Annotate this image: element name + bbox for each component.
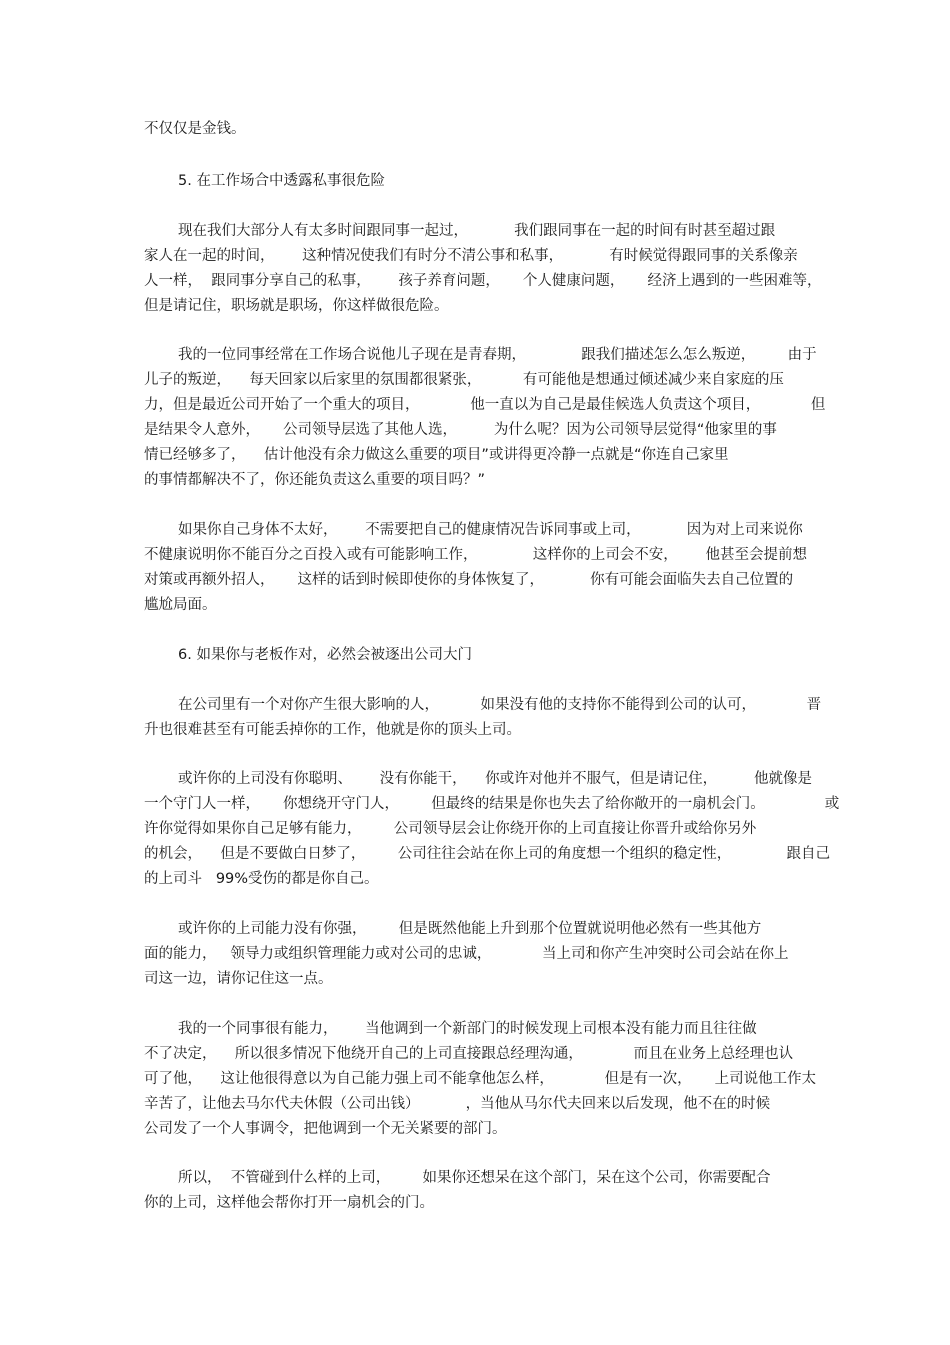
text-line: 的机会， 但是不要做白日梦了， 公司往往会站在你上司的角度想一个组织的稳定性， 跟自己 <box>144 846 831 862</box>
text-line: 升也很难甚至有可能丢掉你的工作，他就是你的顶头上司。 <box>144 722 521 738</box>
text-line: 人一样， 跟同事分享自己的私事， 孩子养育问题， 个人健康问题， 经济上遇到的一些困难等， <box>144 273 822 289</box>
text-line: 现在我们大部分人有太多时间跟同事一起过， 我们跟同事在一起的时间有时甚至超过跟 <box>178 223 776 239</box>
text-line: 但是请记住，职场就是职场，你这样做很危险。 <box>144 298 449 314</box>
text-line: 尴尬局面。 <box>144 597 217 613</box>
text-line: 不了决定， 所以很多情况下他绕开自己的上司直接跟总经理沟通， 而且在业务上总经理也认 <box>144 1046 794 1062</box>
text-line: 司这一边，请你记住这一点。 <box>144 971 333 987</box>
text-line: 的上司斗 99%受伤的都是你自己。 <box>144 871 379 887</box>
text-line: 一个守门人一样， 你想绕开守门人， 但最终的结果是你也失去了给你敞开的一扇机会门。 或 <box>144 796 840 812</box>
text-line: 我的一位同事经常在工作场合说他儿子现在是青春期， 跟我们描述怎么怎么叛逆， 由于 <box>178 347 817 363</box>
text-line: 在公司里有一个对你产生很大影响的人， 如果没有他的支持你不能得到公司的认可， 晋 <box>178 697 822 713</box>
text-line: 家人在一起的时间， 这种情况使我们有时分不清公事和私事， 有时候觉得跟同事的关系像亲 <box>144 248 798 264</box>
text-line: 的事情都解决不了，你还能负责这么重要的项目吗？” <box>144 472 486 488</box>
text-line: 力，但是最近公司开始了一个重大的项目， 他一直以为自己是最佳候选人负责这个项目， 但 <box>144 397 826 413</box>
text-line: 或许你的上司没有你聪明、 没有你能干， 你或许对他并不服气，但是请记住， 他就像是 <box>178 771 812 787</box>
text-line: 辛苦了，让他去马尔代夫休假（公司出钱） ，当他从马尔代夫回来以后发现，他不在的时候 <box>144 1096 771 1112</box>
section-heading: 6. 如果你与老板作对，必然会被逐出公司大门 <box>178 647 472 663</box>
text-line: 不健康说明你不能百分之百投入或有可能影响工作， 这样你的上司会不安， 他甚至会提前想 <box>144 547 807 563</box>
section-heading: 5. 在工作场合中透露私事很危险 <box>178 173 385 189</box>
text-line: 或许你的上司能力没有你强， 但是既然他能上升到那个位置就说明他必然有一些其他方 <box>178 921 762 937</box>
text-line: 面的能力， 领导力或组织管理能力或对公司的忠诚， 当上司和你产生冲突时公司会站在你上 <box>144 946 789 962</box>
text-line: 你的上司，这样他会帮你打开一扇机会的门。 <box>144 1195 434 1211</box>
text-line: 是结果令人意外， 公司领导层选了其他人选， 为什么呢？因为公司领导层觉得“他家里的事 <box>144 422 777 438</box>
text-line: 许你觉得如果你自己足够有能力， 公司领导层会让你绕开你的上司直接让你晋升或给你另外 <box>144 821 757 837</box>
text-line: 对策或再额外招人， 这样的话到时候即使你的身体恢复了， 你有可能会面临失去自己位置的 <box>144 572 794 588</box>
text-line: 公司发了一个人事调令，把他调到一个无关紧要的部门。 <box>144 1121 507 1137</box>
text-line: 不仅仅是金钱。 <box>144 121 246 137</box>
text-line: 如果你自己身体不太好， 不需要把自己的健康情况告诉同事或上司， 因为对上司来说你 <box>178 522 803 538</box>
text-line: 可了他， 这让他很得意以为自己能力强上司不能拿他怎么样， 但是有一次， 上司说他工作太 <box>144 1071 817 1087</box>
text-line: 情已经够多了， 估计他没有余力做这么重要的项目”或讲得更冷静一点就是“你连自己家里 <box>144 447 729 463</box>
text-line: 我的一个同事很有能力， 当他调到一个新部门的时候发现上司根本没有能力而且往往做 <box>178 1021 757 1037</box>
text-line: 所以， 不管碰到什么样的上司， 如果你还想呆在这个部门，呆在这个公司，你需要配合 <box>178 1170 771 1186</box>
text-line: 儿子的叛逆， 每天回家以后家里的氛围都很紧张， 有可能他是想通过倾述减少来自家庭的压 <box>144 372 784 388</box>
